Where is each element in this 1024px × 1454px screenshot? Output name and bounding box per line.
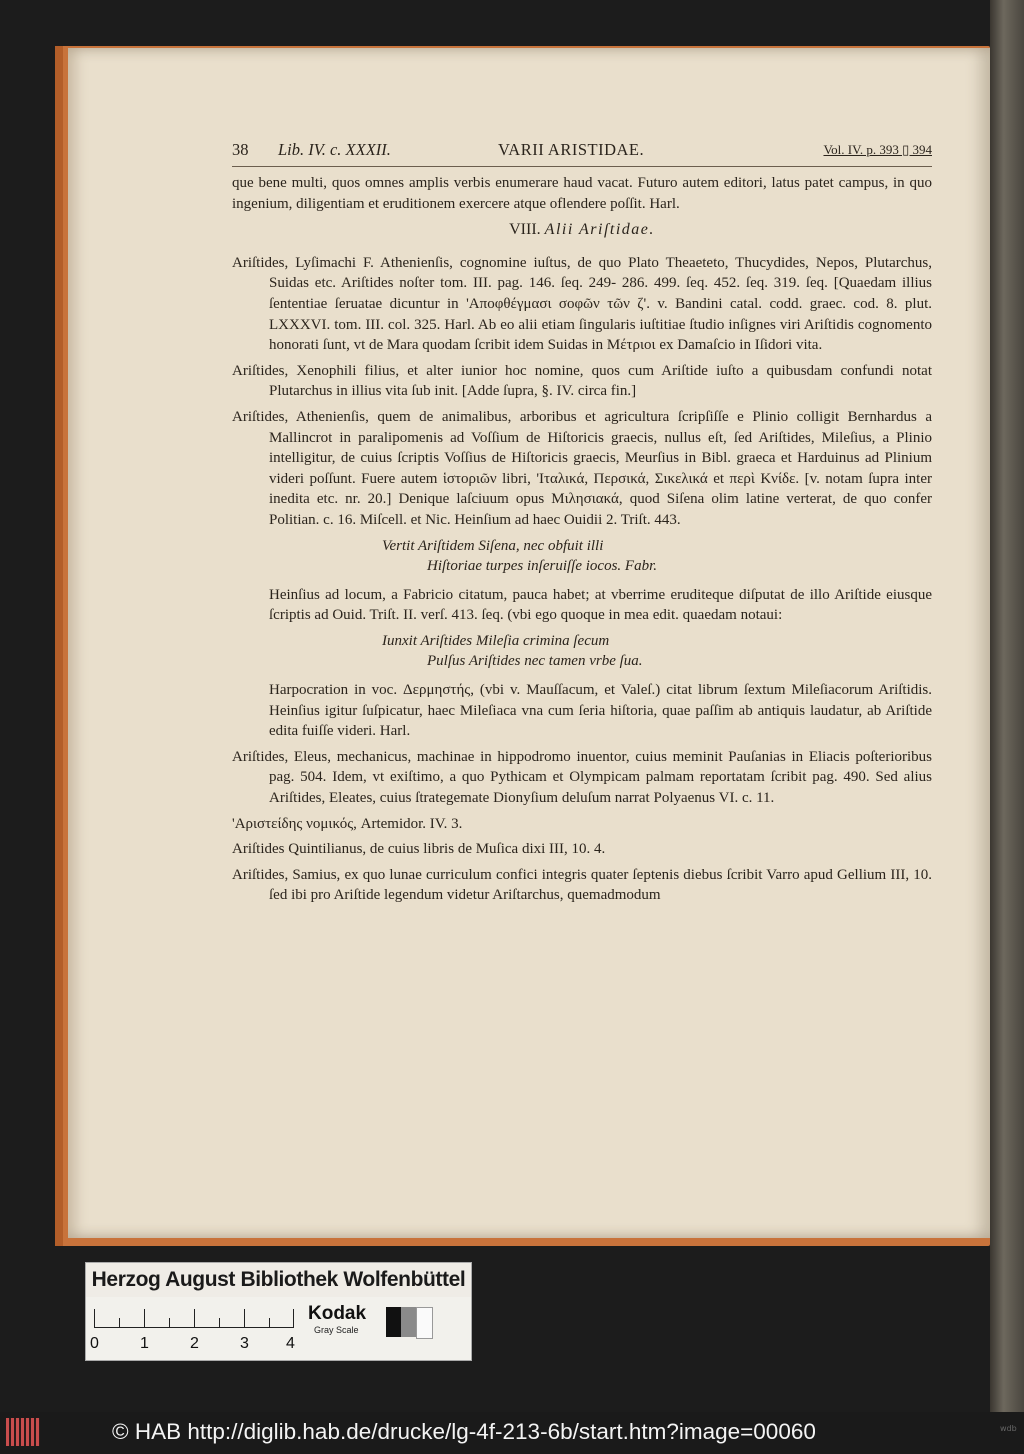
copyright-url: © HAB http://diglib.hab.de/drucke/lg-4f-213-6b/start.htm?image=00060 [112, 1419, 816, 1444]
hab-logo-icon [6, 1418, 40, 1446]
gray-scale-label: Gray Scale [314, 1325, 359, 1335]
gray-swatch-mid [401, 1307, 416, 1337]
kodak-logo: Kodak [308, 1303, 367, 1324]
ruler-tick [119, 1318, 120, 1327]
verse-line: Iunxit Ariſtides Mileſia crimina ſecum [382, 632, 610, 649]
section-title: Alii Ariſtidae. [544, 221, 655, 239]
institution-label: Herzog August Bibliothek Wolfenbüttel [86, 1263, 471, 1297]
book-chapter-ref: Lib. IV. c. XXXII. [278, 140, 391, 159]
verse-quotation-1 [232, 536, 932, 577]
verse-line: Pulſus Ariſtides nec tamen vrbe ſua. [427, 653, 643, 670]
verse-line: Vertit Ariſtidem Siſena, nec obfuit illi [382, 537, 604, 554]
ruler-number: 3 [240, 1335, 249, 1352]
paragraph-heinsius: Heinſius ad locum, a Fabricio citatum, pauca habet; at vberrime eruditeque diſputat de illo Ariſtide eiusque ſcriptis ad Ouid. Triſt. II. verſ. 413. ſeq. (vbi ego quoque in mea edit. quaedam notaui: [269, 586, 932, 624]
ruler-tick [293, 1309, 294, 1327]
entry-aristides-iustus: Ariſtides, Lyſimachi F. Athenienſis, cognomine iuſtus, de quo Plato Theaeteto, Thucydides, Nepos, Plutarchus, Suidas etc. Ariſtides noſter tom. III. pag. 146. ſeq. 249- 286. 499. ſeq. 452. ſeq. 319. ſeq. [Quaedam illius ſententiae ſeruatae dicuntur in 'Αποφθέγμασι σοφῶν τῶν ζ'. v. Bandini catal. codd. graec. cod. 8. plut. LXXXVI. tom. III. col. 325. Harl. Ab eo alii etiam ſingularis iuſtitiae ſtudio inſignes viri Ariſtidis cognomento honorati ſunt, vt de Mara quodam ſcribit idem Suidas in Μέτριοι ex Damaſcio in Iſidori vita. [232, 254, 932, 354]
scale-ruler [94, 1309, 294, 1328]
entry-aristides-eleus: Ariſtides, Eleus, mechanicus, machinae in hippodromo inuentor, cuius meminit Pauſanias in Eliacis poſterioribus pag. 504. Idem, vt exiſtimo, a quo Pythicam et Olympicam palmam reportatam ſcribit pag. 490. Sed alius Ariſtides, Eleates, cuius ſtrategemate Dionyſium deluſum narrat Polyaenus VI. c. 11. [232, 748, 932, 807]
section-heading [232, 220, 932, 241]
running-head [232, 138, 932, 167]
section-number: VIII. [509, 221, 541, 239]
paragraph-continuation: que bene multi, quos omnes amplis verbis enumerare haud vacat. Futuro autem editori, latus patet campus, in quo ingenium, diligentiam et eruditionem exercere atque oflendere poſſit. Harl. [232, 175, 932, 212]
ruler-tick [144, 1309, 145, 1327]
color-target-card [85, 1262, 472, 1361]
page-text [232, 138, 932, 911]
next-page-edge [990, 0, 1024, 1454]
ruler-tick [244, 1309, 245, 1327]
ruler-tick [94, 1309, 95, 1327]
paragraph-harpocration: Harpocration in voc. Δερμηστής, (vbi v. Mauſſacum, et Valeſ.) citat librum ſextum Mileſiacorum Ariſtidis. Heinſius igitur ſuſpicatur, haec Mileſiaca vna cum ſeria hiſtoria, quae paſſim ab antiquis laudatur, ab Ariſtide edita fuiſſe videri. Harl. [269, 682, 932, 740]
running-title: VARII ARISTIDAE. [498, 140, 645, 159]
volume-reference: Vol. IV. p. 393 ▯ 394 [823, 142, 932, 157]
entry-aristides-atheniensis: Ariſtides, Athenienſis, quem de animalibus, arboribus et agricultura ſcripſiſſe e Plinio colligit Bernhardus a Mallincrot in paralipomenis ad Voſſium de Hiſtoricis graecis, nullus eſt, ſed Ariſtides, Mileſius, a Plinio intelligitur, de cuius ſcriptis Voſſius de Hiſtoricis graecis, Meurſius in Bibl. graeca et Harduinus ad Plinium videri poſſunt. Fuere autem ἱστοριῶν libri, 'Ιταλικά, Περσικά, Σικελικά et περὶ Κνίδε. [v. notam ſupra inter inedita etc. nr. 20.] Denique laſciuum opus Μιλησιακά, quod Siſena olim latine verterat, de quo confer Politian. c. 16. Miſcell. et Nic. Heinſium ad haec Ouidii 2. Triſt. 443. [232, 408, 932, 528]
ruler-number: 4 [286, 1335, 295, 1352]
ruler-tick [269, 1318, 270, 1327]
ruler-tick [194, 1309, 195, 1327]
gray-swatch-white [416, 1307, 433, 1339]
entry-aristides-nomikos: 'Αριστείδης νομικός, Artemidor. IV. 3. [232, 815, 463, 832]
ruler-number: 2 [190, 1335, 199, 1352]
gray-swatch-black [386, 1307, 401, 1337]
entry-aristides-quintilianus: Ariſtides Quintilianus, de cuius libris de Muſica dixi III, 10. 4. [232, 841, 606, 858]
verse-line: Hiſtoriae turpes inſeruiſſe iocos. Fabr. [427, 558, 657, 575]
ruler-number: 1 [140, 1335, 149, 1352]
cover-binding [55, 46, 63, 1246]
page-number: 38 [232, 140, 249, 159]
ruler-tick [219, 1318, 220, 1327]
footer-mark: wdb [1000, 1424, 1017, 1433]
ruler-tick [169, 1318, 170, 1327]
entry-aristides-xenophili: Ariſtides, Xenophili filius, et alter iunior hoc nomine, quos cum Ariſtide iuſto a quibusdam confundi notat Plutarchus in illius vita ſub init. [Adde ſupra, §. IV. circa fin.] [232, 362, 932, 400]
entry-aristides-samius: Ariſtides, Samius, ex quo lunae curriculum confici integris quater ſeptenis diebus ſcribit Varro apud Gellium III, 10. ſed ibi pro Ariſtide legendum videtur Ariſtarchus, quemadmodum [232, 866, 932, 904]
ruler-number: 0 [90, 1335, 99, 1352]
verse-quotation-2 [232, 631, 932, 672]
